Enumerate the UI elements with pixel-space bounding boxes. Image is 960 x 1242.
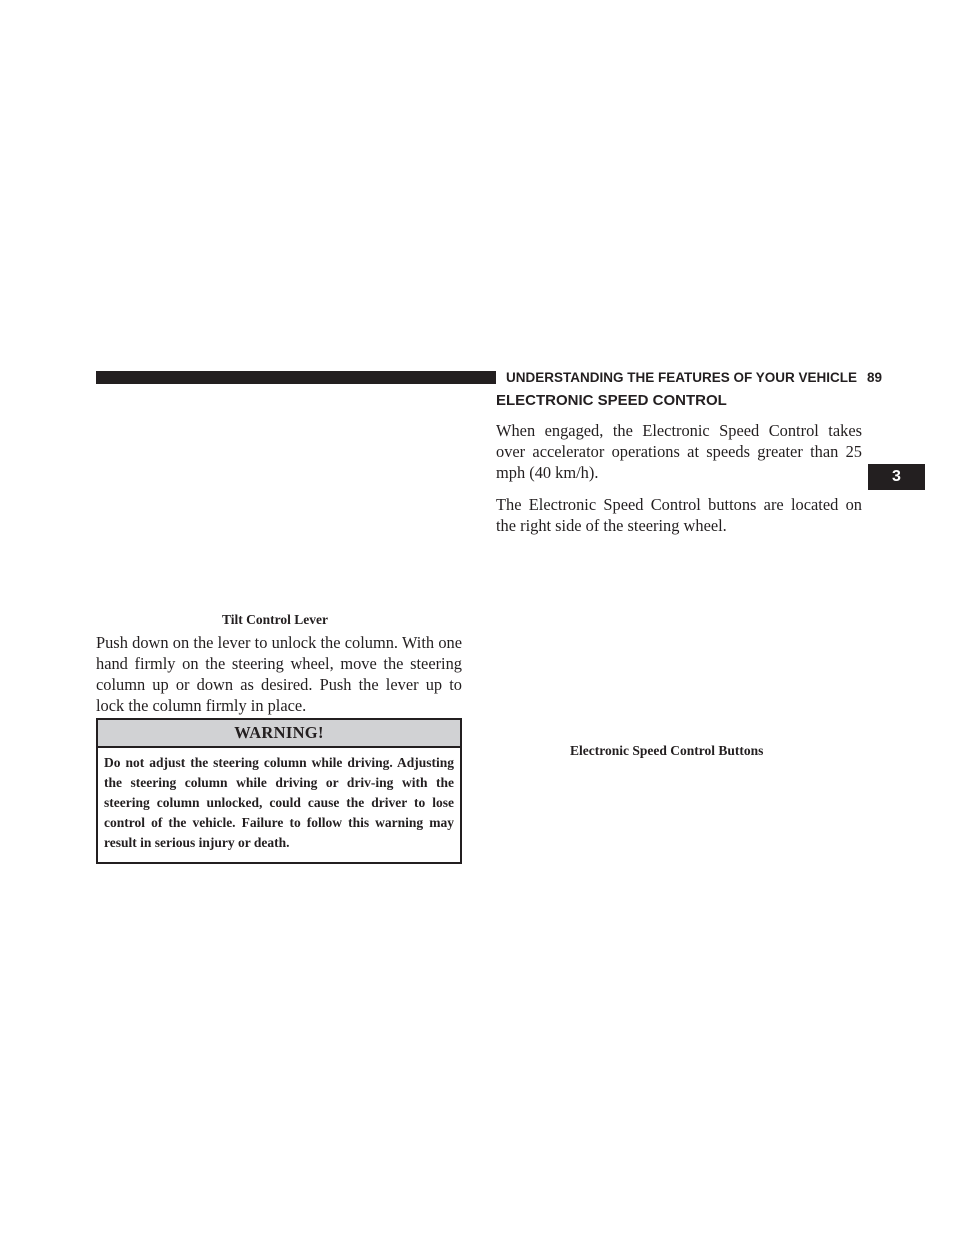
- page-number: 89: [867, 370, 883, 385]
- warning-box: [96, 718, 462, 864]
- speed-control-section: [496, 391, 862, 536]
- speed-control-paragraph-1: When engaged, the Electronic Speed Control takes over accelerator operations at speeds greater than 25 mph (40 km/h).: [496, 421, 862, 482]
- tilt-instructions: [96, 632, 462, 716]
- speed-control-buttons-caption: Electronic Speed Control Buttons: [570, 743, 764, 758]
- speed-control-paragraph-2: The Electronic Speed Control buttons are located on the right side of the steering wheel.: [496, 495, 862, 535]
- section-tab[interactable]: 3: [868, 464, 925, 490]
- header-rule: [96, 371, 496, 384]
- tilt-lever-caption: Tilt Control Lever: [222, 612, 328, 627]
- chapter-title: UNDERSTANDING THE FEATURES OF YOUR VEHICLE: [506, 370, 858, 385]
- section-heading: ELECTRONIC SPEED CONTROL: [496, 392, 727, 409]
- warning-title: WARNING!: [98, 720, 460, 748]
- tilt-paragraph: Push down on the lever to unlock the column. With one hand firmly on the steering wheel, move the steering column up or down as desired. Push the lever up to lock the column firmly in place.: [96, 633, 462, 715]
- running-header: [506, 368, 883, 388]
- warning-text: Do not adjust the steering column while driving. Adjusting the steering column while driving or driv-ing with the steering column unlocked, could cause the driver to lose control of the vehicle. Failure to follow this warning may result in serious injury or death.: [104, 755, 454, 850]
